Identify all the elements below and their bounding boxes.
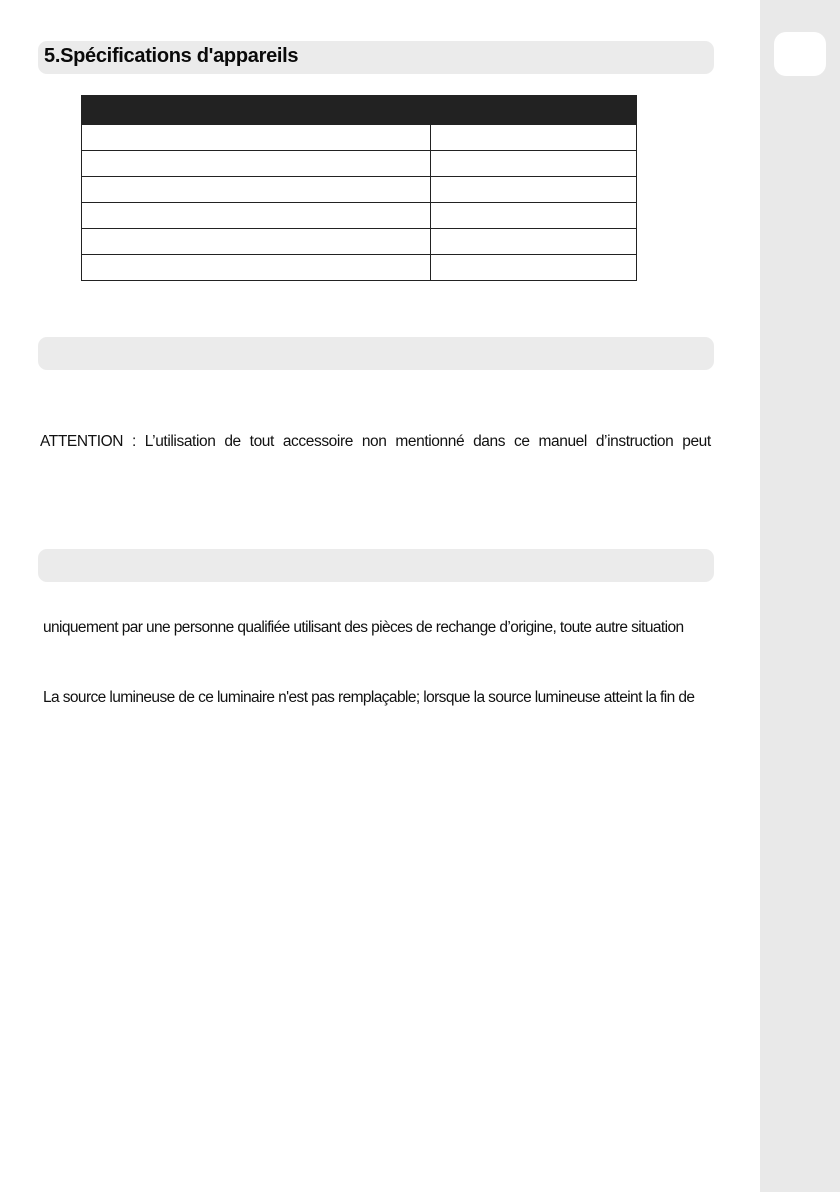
- side-tab-notch: [774, 32, 826, 76]
- table-cell: [431, 255, 637, 281]
- table-cell: [431, 125, 637, 151]
- table-cell: [431, 177, 637, 203]
- table-cell: [431, 203, 637, 229]
- table-cell: [431, 151, 637, 177]
- table-cell: [431, 229, 637, 255]
- table-row: [82, 203, 637, 229]
- section-header-bar: [38, 337, 714, 370]
- table-row: [82, 255, 637, 281]
- table-cell: [82, 203, 431, 229]
- section-header-bar: [38, 549, 714, 582]
- header-cell: [82, 96, 431, 125]
- table-row: [82, 151, 637, 177]
- table-row: [82, 125, 637, 151]
- spec-table: [81, 95, 637, 281]
- section-title: 5.Spécifications d'appareils: [44, 45, 299, 67]
- table-row: [82, 229, 637, 255]
- repair-paragraph: uniquement par une personne qualifiée utilisant des pièces de rechange d’origine, toute autre situation: [43, 619, 684, 636]
- header-cell: [431, 96, 637, 125]
- table-cell: [82, 177, 431, 203]
- table-cell: [82, 229, 431, 255]
- table-cell: [82, 255, 431, 281]
- table-cell: [82, 151, 431, 177]
- side-tab: [760, 0, 840, 1192]
- light-source-paragraph: La source lumineuse de ce luminaire n'est pas remplaçable; lorsque la source lumineuse atteint la fin de: [43, 689, 695, 706]
- table-cell: [82, 125, 431, 151]
- spec-table-header: [82, 96, 637, 125]
- attention-paragraph: ATTENTION : L’utilisation de tout accessoire non mentionné dans ce manuel d’instruction peut: [40, 433, 711, 450]
- table-row: [82, 177, 637, 203]
